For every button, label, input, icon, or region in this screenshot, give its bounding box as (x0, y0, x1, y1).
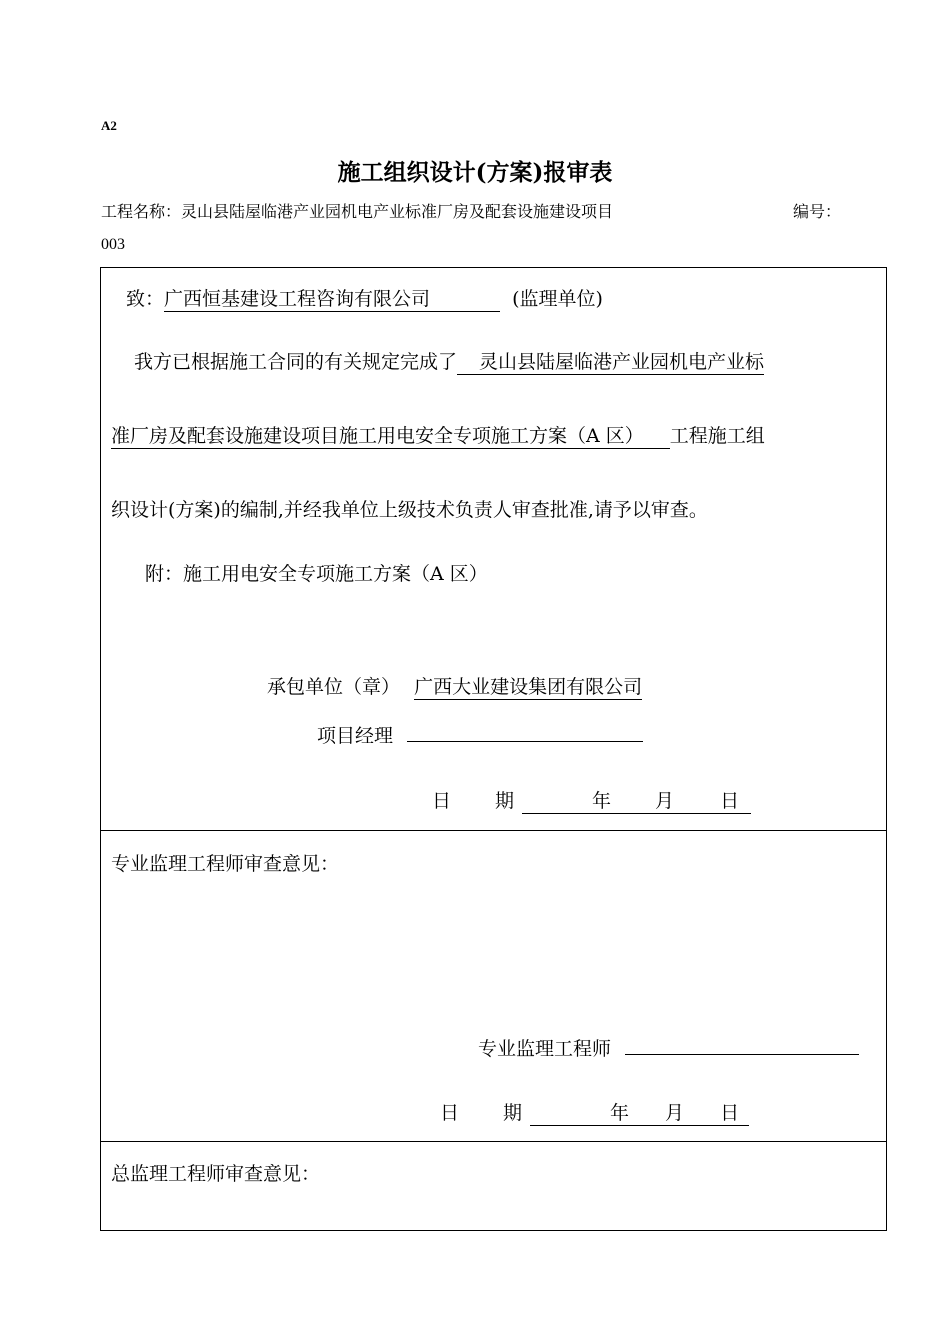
submission-date-field: 年 月 日 (522, 791, 751, 814)
project-label: 工程名称： (101, 202, 182, 221)
body-line-2 (111, 421, 765, 449)
supervisor-signature-field (625, 1053, 859, 1055)
date-label-day: 日 (440, 1102, 460, 1124)
supervisor-review-heading: 专业监理工程师审查意见： (111, 853, 340, 875)
supervisor-unit-suffix: (监理单位) (512, 288, 603, 310)
body-line-3: 织设计(方案)的编制,并经我单位上级技术负责人审查批准,请予以审查。 (111, 499, 708, 521)
project-name: 灵山县陆屋临港产业园机电产业标准厂房及配套设施建设项目 (181, 202, 614, 221)
project-name-line (101, 199, 613, 222)
body-line-1 (134, 347, 764, 375)
submission-date-line (432, 786, 751, 814)
supervisor-signer-label: 专业监理工程师 (478, 1038, 612, 1060)
number-value: 003 (101, 236, 125, 253)
date-label-period: 期 (503, 1102, 523, 1124)
manager-signature-field (407, 740, 643, 742)
project-plan-name-part1: 灵山县陆屋临港产业园机电产业标 (457, 352, 764, 375)
date-label-period: 期 (495, 790, 515, 812)
form-code: A2 (101, 118, 117, 133)
project-plan-name-part2: 准厂房及配套设施建设项目施工用电安全专项施工方案（A 区） (111, 426, 670, 449)
attachment-line: 附：施工用电安全专项施工方案（A 区） (145, 563, 488, 585)
contractor-name: 广西大业建设集团有限公司 (414, 676, 643, 698)
page-title: 施工组织设计(方案)报审表 (337, 159, 613, 186)
addressee-line (126, 284, 603, 312)
to-label: 致： (126, 288, 165, 310)
number-label: 编号： (793, 202, 842, 221)
date-label-day: 日 (432, 790, 452, 812)
chief-review-heading: 总监理工程师审查意见： (111, 1163, 321, 1185)
manager-label: 项目经理 (317, 725, 394, 747)
body-suffix: 工程施工组 (669, 425, 765, 447)
supervisor-signer-line (478, 1034, 859, 1061)
supervisor-date-field: 年 月 日 (530, 1103, 749, 1126)
contractor-label: 承包单位（章） (267, 676, 401, 698)
supervisor-unit-name: 广西恒基建设工程咨询有限公司 (164, 289, 500, 312)
contractor-line (267, 672, 642, 700)
manager-line (317, 721, 643, 748)
chief-supervisor-review-section (100, 1141, 887, 1231)
submission-section (100, 267, 887, 831)
supervisor-review-section (100, 830, 887, 1142)
body-prefix: 我方已根据施工合同的有关规定完成了 (134, 351, 458, 373)
supervisor-date-line (440, 1098, 749, 1126)
